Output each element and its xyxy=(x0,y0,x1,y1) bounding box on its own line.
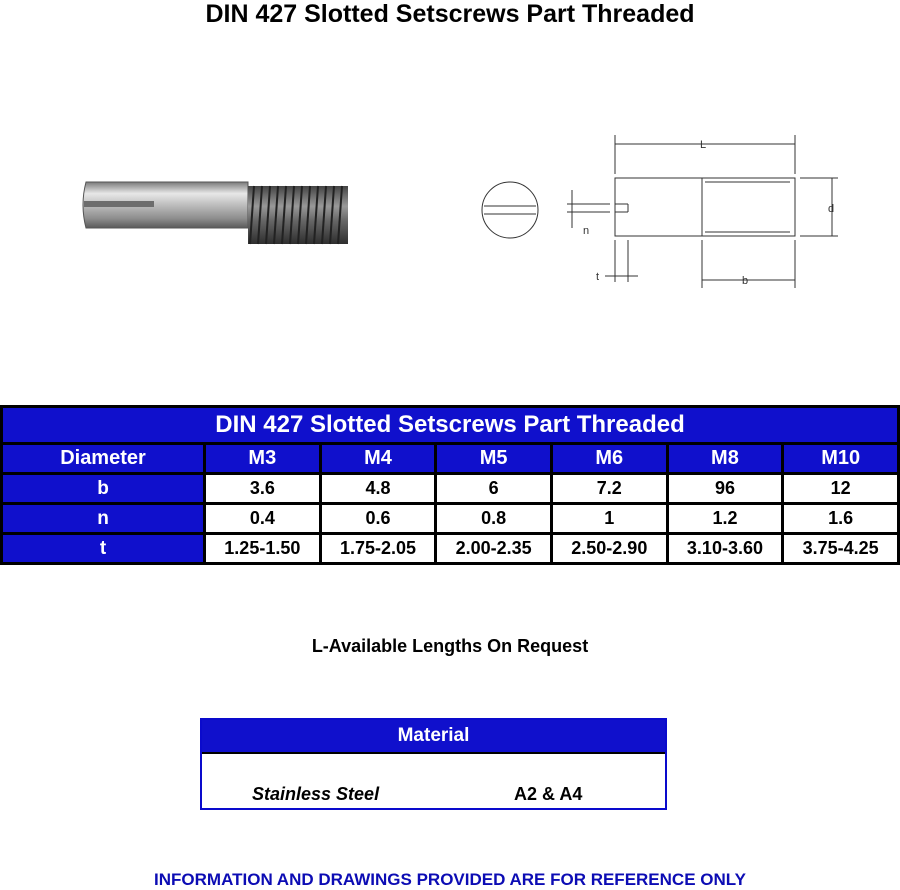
material-grade: A2 & A4 xyxy=(514,784,583,804)
size-header: M3 xyxy=(205,444,321,474)
size-header: M8 xyxy=(667,444,783,474)
table-cell: 1.25-1.50 xyxy=(205,534,321,564)
table-row xyxy=(2,534,899,564)
table-cell: 0.6 xyxy=(320,504,436,534)
table-caption: DIN 427 Slotted Setscrews Part Threaded xyxy=(2,407,899,444)
size-header: M6 xyxy=(551,444,667,474)
table-cell: 1.2 xyxy=(667,504,783,534)
label-n: n xyxy=(583,225,590,237)
technical-drawing xyxy=(470,130,870,290)
table-cell: 3.75-4.25 xyxy=(783,534,899,564)
size-header: M10 xyxy=(783,444,899,474)
table-row xyxy=(2,504,899,534)
table-cell: 96 xyxy=(667,474,783,504)
table-cell: 12 xyxy=(783,474,899,504)
table-cell: 2.50-2.90 xyxy=(551,534,667,564)
header-diameter: Diameter xyxy=(2,444,205,474)
table-cell: 7.2 xyxy=(551,474,667,504)
table-cell: 1.6 xyxy=(783,504,899,534)
label-t: t xyxy=(596,271,600,283)
size-header: M4 xyxy=(320,444,436,474)
row-label: b xyxy=(2,474,205,504)
disclaimer: INFORMATION AND DRAWINGS PROVIDED ARE FOR REFERENCE ONLY xyxy=(154,870,746,889)
row-label: n xyxy=(2,504,205,534)
size-header: M5 xyxy=(436,444,552,474)
material-name: Stainless Steel xyxy=(252,784,380,804)
material-table xyxy=(200,718,667,810)
label-b: b xyxy=(742,275,749,287)
table-cell: 1 xyxy=(551,504,667,534)
table-cell: 1.75-2.05 xyxy=(320,534,436,564)
table-cell: 3.6 xyxy=(205,474,321,504)
dimensions-table xyxy=(0,405,900,565)
table-row xyxy=(2,474,899,504)
lengths-note: L-Available Lengths On Request xyxy=(311,636,589,656)
table-cell: 3.10-3.60 xyxy=(667,534,783,564)
label-L: L xyxy=(700,139,707,151)
table-cell: 0.8 xyxy=(436,504,552,534)
label-d: d xyxy=(828,203,835,215)
row-label: t xyxy=(2,534,205,564)
page-title: DIN 427 Slotted Setscrews Part Threaded xyxy=(205,0,695,28)
material-header: Material xyxy=(202,720,665,754)
setscrew-photo xyxy=(78,160,358,250)
table-cell: 6 xyxy=(436,474,552,504)
table-cell: 2.00-2.35 xyxy=(436,534,552,564)
table-cell: 4.8 xyxy=(320,474,436,504)
table-cell: 0.4 xyxy=(205,504,321,534)
